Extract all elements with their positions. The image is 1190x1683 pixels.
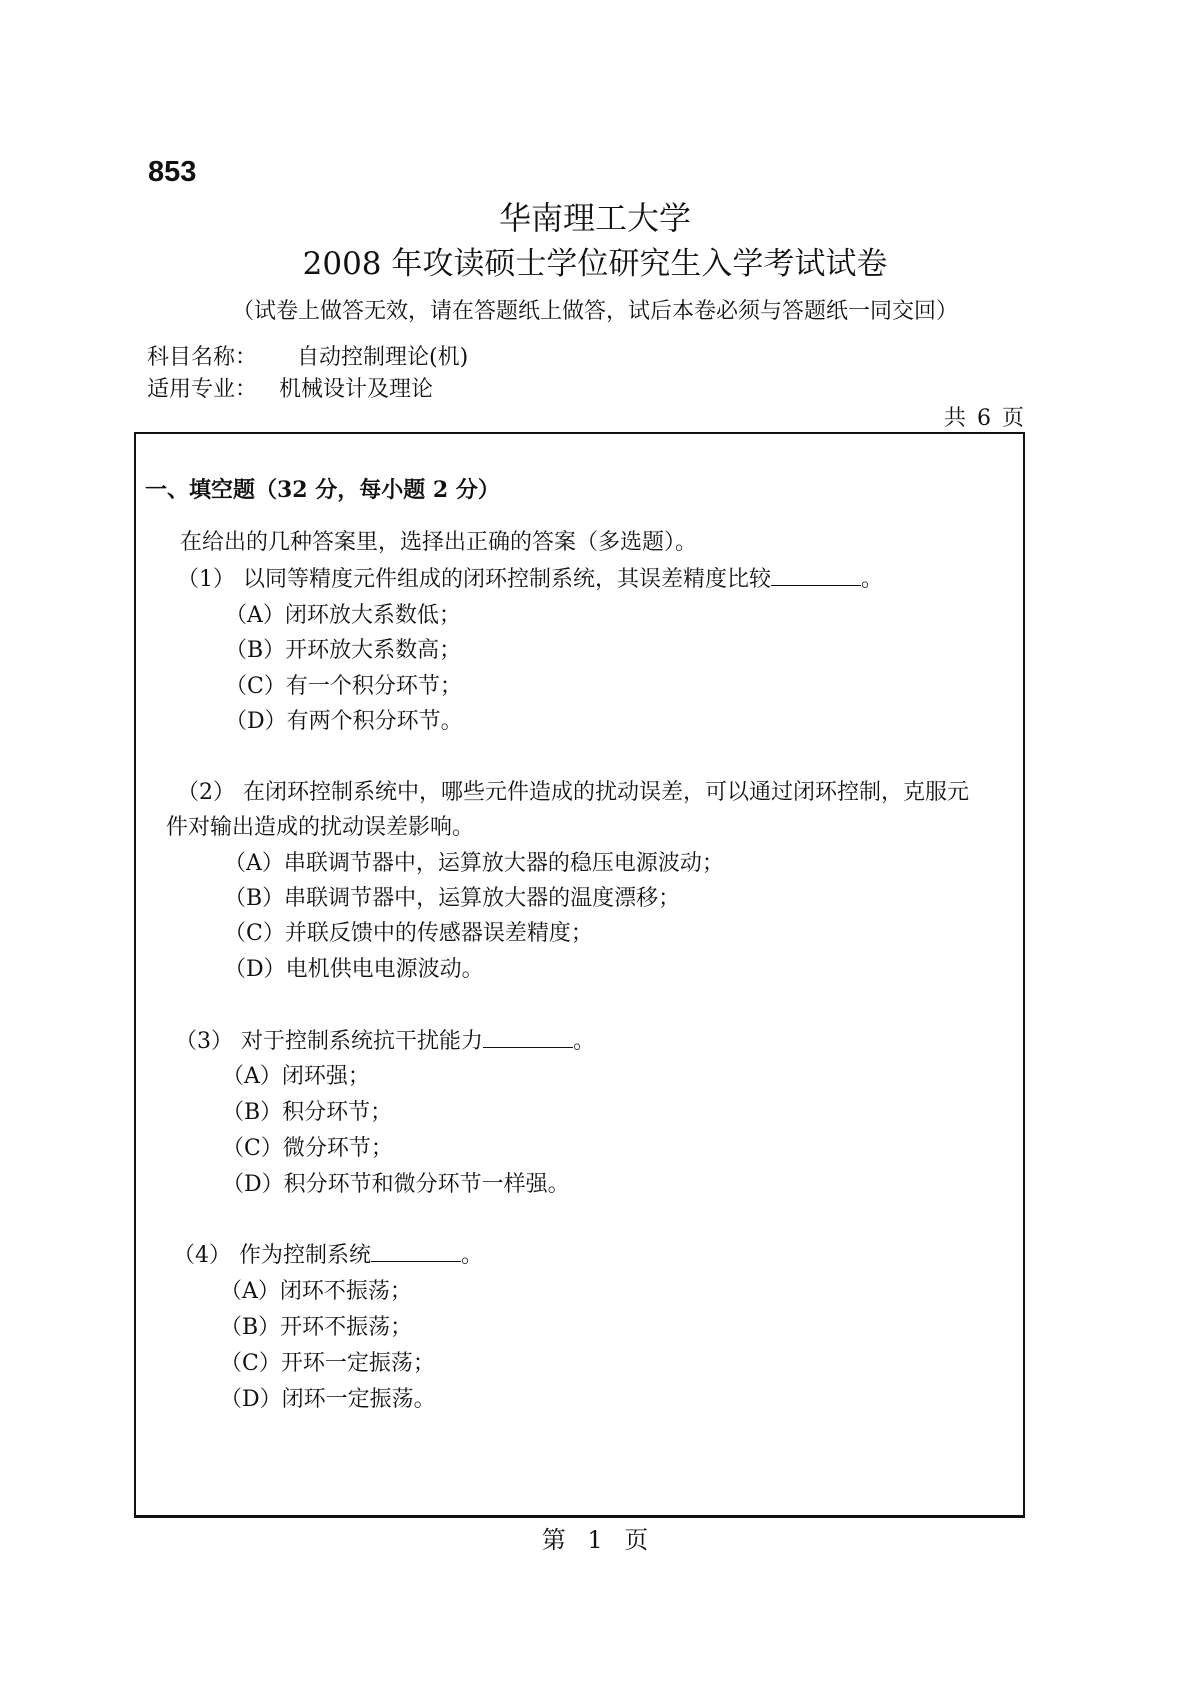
option: （B）串联调节器中，运算放大器的温度漂移； — [224, 886, 681, 911]
answer-blank — [483, 1029, 573, 1048]
option: （A）闭环不振荡； — [220, 1279, 412, 1304]
stem-end: 。 — [861, 567, 884, 592]
answer-blank — [371, 1243, 461, 1262]
option: （C）微分环节； — [222, 1136, 393, 1161]
option: （D）闭环一定振荡。 — [220, 1387, 436, 1412]
question-number: （2） — [177, 780, 235, 805]
option: （B）开环不振荡； — [220, 1315, 413, 1340]
option: （B）开环放大系数高； — [225, 638, 462, 663]
section-title: 一、填空题（32 分，每小题 2 分） — [145, 477, 500, 503]
question-stem: 作为控制系统 — [239, 1243, 372, 1268]
question-4 — [173, 1238, 483, 1269]
question-number: （4） — [173, 1243, 231, 1268]
stem-end: 。 — [573, 1029, 596, 1054]
question-stem: 在闭环控制系统中，哪些元件造成的扰动误差，可以通过闭环控制，克服元 — [243, 780, 970, 805]
option: （A）串联调节器中，运算放大器的稳压电源波动； — [224, 851, 724, 876]
option: （A）闭环强； — [222, 1064, 370, 1089]
major-label: 适用专业： — [147, 377, 258, 402]
exam-note: （试卷上做答无效，请在答题纸上做答，试后本卷必须与答题纸一同交回） — [231, 299, 958, 324]
option: （D）电机供电电源波动。 — [224, 957, 484, 982]
university-name: 华南理工大学 — [498, 199, 691, 237]
subject-value: 自动控制理论(机) — [297, 345, 469, 370]
stem-end: 。 — [461, 1243, 484, 1268]
option: （C）开环一定振荡； — [220, 1351, 435, 1376]
option: （A）闭环放大系数低； — [225, 603, 461, 628]
total-pages: 共 6 页 — [944, 406, 1026, 431]
page-number: 第 1 页 — [541, 1526, 649, 1554]
section-instruction: 在给出的几种答案里，选择出正确的答案（多选题）。 — [180, 530, 698, 555]
major-value: 机械设计及理论 — [279, 377, 434, 402]
exam-code: 853 — [148, 156, 197, 188]
question-number: （1） — [177, 567, 235, 592]
exam-title: 2008 年攻读硕士学位研究生入学考试试卷 — [302, 246, 888, 282]
subject-row — [147, 340, 468, 371]
option: （C）并联反馈中的传感器误差精度； — [224, 921, 593, 946]
subject-label: 科目名称： — [147, 345, 258, 370]
question-1 — [177, 562, 883, 593]
question-2-continued: 件对输出造成的扰动误差影响。 — [166, 815, 475, 840]
question-stem: 对于控制系统抗干扰能力 — [241, 1029, 484, 1054]
question-3 — [175, 1024, 595, 1055]
question-stem: 以同等精度元件组成的闭环控制系统，其误差精度比较 — [243, 567, 772, 592]
major-row — [147, 372, 433, 403]
option: （D）积分环节和微分环节一样强。 — [222, 1172, 570, 1197]
answer-blank — [771, 567, 861, 586]
option: （B）积分环节； — [222, 1100, 393, 1125]
question-2 — [177, 775, 969, 806]
question-number: （3） — [175, 1029, 233, 1054]
option: （C）有一个积分环节； — [225, 674, 462, 699]
option: （D）有两个积分环节。 — [225, 709, 463, 734]
